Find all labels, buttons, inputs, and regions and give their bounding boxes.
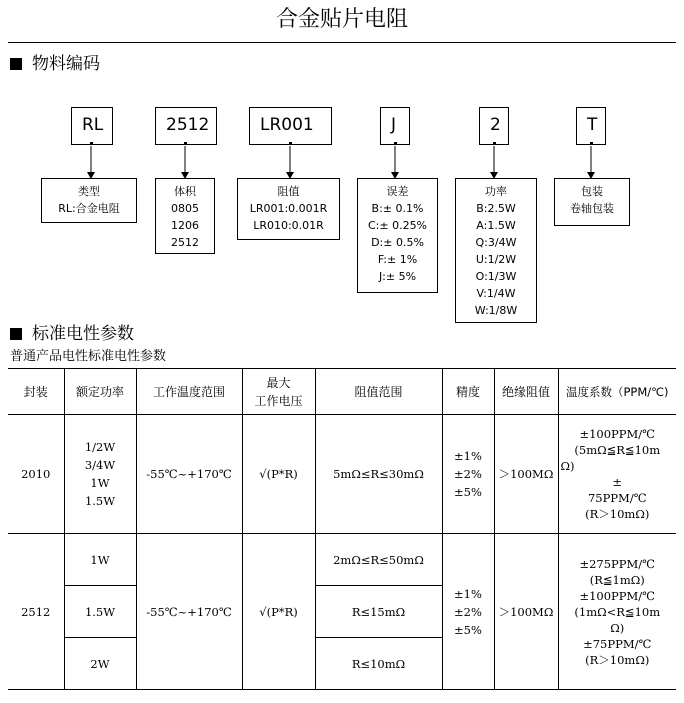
tcr-line: (R＞10mΩ)	[585, 507, 650, 521]
header-insulation: 绝缘阻值	[494, 369, 558, 415]
desc-heading: 类型	[78, 185, 100, 198]
desc-line: LR010:0.01R	[253, 219, 324, 232]
code-box-tolerance: J	[380, 107, 410, 145]
code-box-size: 2512	[155, 107, 217, 145]
cell-power: 1.5W	[64, 586, 136, 638]
desc-line: W:1/8W	[474, 304, 518, 317]
tcr-line: Ω)	[610, 620, 625, 635]
tcr-line: 75PPM/℃	[587, 491, 647, 505]
cell-temp-range: -55℃~+170℃	[136, 415, 242, 534]
desc-line: O:1/3W	[475, 270, 517, 283]
tcr-line: ±275PPM/℃	[579, 556, 656, 571]
code-box-power: 2	[479, 107, 509, 145]
precision-value: ±5%	[454, 622, 482, 637]
tcr-line: Ω)	[560, 459, 575, 473]
desc-box-size	[155, 178, 215, 254]
header-precision: 精度	[442, 369, 494, 415]
header-max-voltage-line: 工作电压	[254, 393, 303, 408]
cell-power-list	[64, 415, 136, 534]
desc-line: J:± 5%	[378, 270, 417, 283]
connector-arrows	[0, 0, 684, 200]
cell-power: 1W	[64, 534, 136, 586]
cell-tcr	[558, 415, 676, 534]
desc-line: 1206	[171, 219, 199, 232]
cell-precision	[442, 415, 494, 534]
desc-box-power	[455, 178, 537, 323]
desc-line: 0805	[171, 202, 199, 215]
header-tcr: 温度系数（PPM/℃)	[558, 369, 676, 415]
code-box-type: RL	[71, 107, 113, 145]
desc-heading: 功率	[485, 185, 507, 198]
header-resistance-range: 阻值范围	[315, 369, 442, 415]
cell-temp-range: -55℃~+170℃	[136, 534, 242, 690]
section-heading-text: 物料编码	[32, 54, 100, 74]
precision-value: ±5%	[454, 485, 482, 499]
tcr-line: (1mΩ<R≦10m	[574, 604, 661, 619]
desc-line: C:± 0.25%	[367, 219, 428, 232]
section-heading-text: 标准电性参数	[32, 324, 134, 344]
desc-line: B:2.5W	[476, 202, 516, 215]
cell-resistance-range: R≤15mΩ	[315, 586, 442, 638]
power-value: 1/2W	[84, 440, 116, 454]
desc-heading: 误差	[386, 185, 409, 198]
precision-value: ±2%	[454, 604, 482, 619]
desc-line: D:± 0.5%	[371, 236, 424, 249]
desc-line: 2512	[171, 236, 199, 249]
tcr-line: ±	[612, 475, 623, 489]
power-value: 3/4W	[84, 458, 116, 472]
page-title: 合金贴片电阻	[275, 7, 408, 32]
desc-box-resistance	[237, 178, 340, 240]
cell-resistance-range: R≤10mΩ	[315, 638, 442, 690]
square-bullet-icon	[10, 328, 22, 340]
desc-line: 卷轴包装	[570, 202, 614, 215]
cell-precision	[442, 534, 494, 690]
precision-value: ±2%	[454, 467, 482, 481]
desc-line: RL:合金电阻	[58, 202, 120, 215]
cell-tcr	[558, 534, 676, 690]
cell-power: 2W	[64, 638, 136, 690]
header-max-voltage-line: 最大	[266, 375, 291, 390]
desc-box-type	[41, 178, 137, 223]
cell-resistance-range: 5mΩ≤R≤30mΩ	[315, 415, 442, 534]
precision-value: ±1%	[454, 586, 482, 601]
section-heading-electrical	[10, 323, 134, 345]
desc-heading: 体积	[174, 185, 196, 198]
desc-heading: 包装	[581, 185, 603, 198]
tcr-line: ±100PPM/℃	[579, 588, 656, 603]
cell-resistance-range: 2mΩ≤R≤50mΩ	[315, 534, 442, 586]
cell-insulation: ＞100MΩ	[494, 534, 558, 690]
cell-package: 2010	[8, 415, 64, 534]
cell-package: 2512	[8, 534, 64, 690]
desc-line: B:± 0.1%	[371, 202, 424, 215]
table-row-2010	[8, 415, 676, 534]
desc-line: A:1.5W	[476, 219, 516, 232]
code-box-resistance: LR001	[249, 107, 332, 145]
electrical-parameter-table	[8, 368, 676, 690]
desc-line: Q:3/4W	[475, 236, 517, 249]
table-subtitle: 普通产品电性标准电性参数	[10, 349, 167, 364]
desc-line: U:1/2W	[475, 253, 517, 266]
desc-line: F:± 1%	[377, 253, 418, 266]
desc-box-tolerance	[357, 178, 438, 293]
header-max-voltage	[242, 369, 315, 415]
tcr-line: (5mΩ≦R≦10m	[574, 443, 661, 457]
cell-max-voltage: √(P*R)	[242, 415, 315, 534]
desc-line: V:1/4W	[476, 287, 516, 300]
cell-insulation: ＞100MΩ	[494, 415, 558, 534]
tcr-line: ±100PPM/℃	[579, 427, 656, 441]
desc-line: LR001:0.001R	[249, 202, 328, 215]
tcr-line: (R≦1mΩ)	[589, 572, 645, 587]
power-value: 1.5W	[84, 494, 116, 508]
table-header-row	[8, 369, 676, 415]
tcr-line: ±75PPM/℃	[583, 636, 652, 651]
precision-value: ±1%	[454, 449, 482, 463]
header-temp-range: 工作温度范围	[136, 369, 242, 415]
header-power: 额定功率	[64, 369, 136, 415]
tcr-line: (R＞10mΩ)	[585, 652, 650, 667]
header-package: 封装	[8, 369, 64, 415]
cell-max-voltage: √(P*R)	[242, 534, 315, 690]
power-value: 1W	[90, 476, 110, 490]
code-box-packaging: T	[576, 107, 606, 145]
desc-heading: 阻值	[277, 185, 300, 198]
table-row-2512-1w	[8, 534, 676, 586]
desc-box-packaging	[554, 178, 630, 226]
